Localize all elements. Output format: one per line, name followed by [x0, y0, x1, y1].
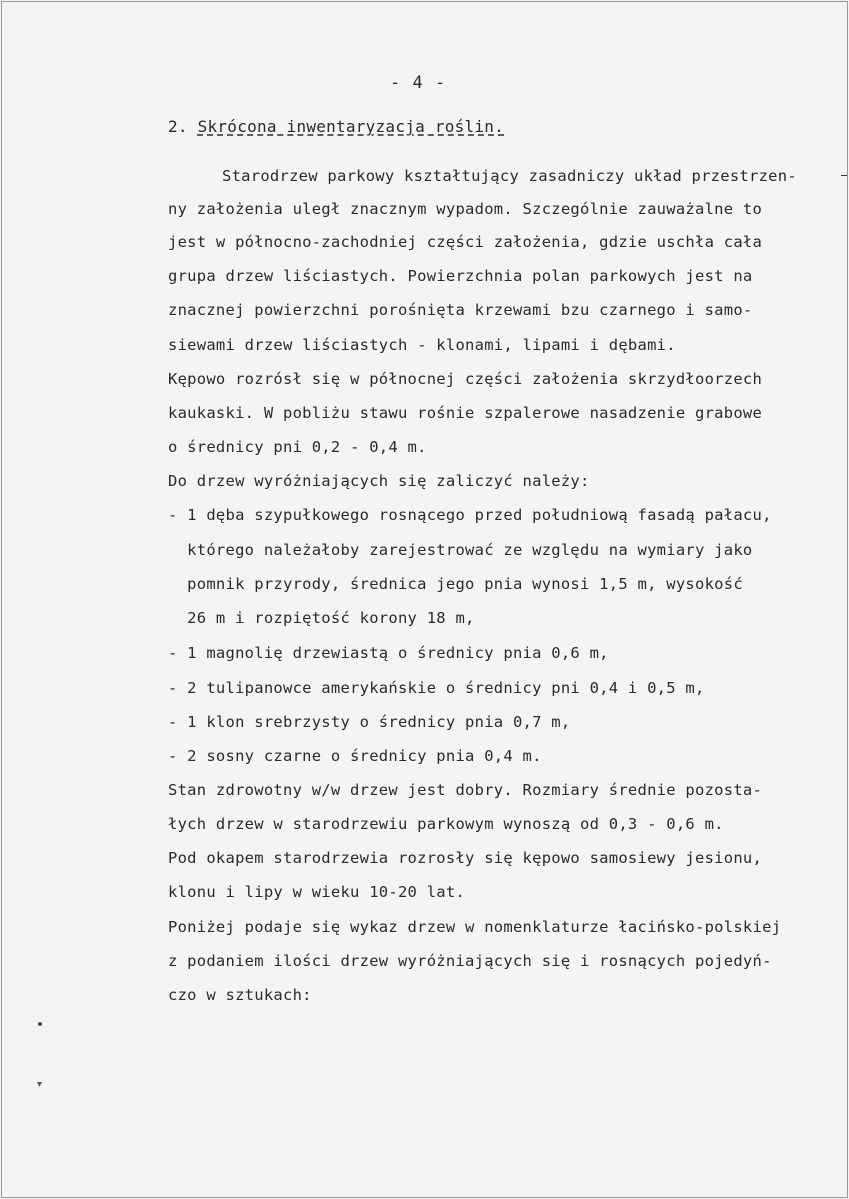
text-line: Pod okapem starodrzewia rozrosły się kępowo samosiewy jesionu,: [168, 849, 763, 867]
list-item-continuation: którego należałoby zarejestrować ze względu na wymiary jako: [168, 541, 753, 559]
section-title: Skrócona inwentaryzacja roślin.: [197, 117, 505, 136]
list-item: - 1 magnolię drzewiastą o średnicy pnia 0,6 m,: [168, 644, 609, 662]
text-line: jest w północno-zachodniej części założenia, gdzie uschła cała: [168, 233, 763, 251]
text-line: kaukaski. W pobliżu stawu rośnie szpalerowe nasadzenie grabowe: [168, 404, 763, 422]
text-line: Stan zdrowotny w/w drzew jest dobry. Rozmiary średnie pozosta-: [168, 781, 763, 799]
list-item-continuation: pomnik przyrody, średnica jego pnia wynosi 1,5 m, wysokość: [168, 575, 743, 593]
text-line: znacznej powierzchni porośnięta krzewami bzu czarnego i samo-: [168, 301, 753, 319]
margin-tick: [37, 1082, 42, 1087]
text-line: z podaniem ilości drzew wyróżniających się i rosnących pojedyń-: [168, 952, 772, 970]
text-line: ny założenia uległ znacznym wypadom. Szczególnie zauważalne to: [168, 200, 763, 218]
margin-dot: [38, 1022, 42, 1026]
text-line: Poniżej podaje się wykaz drzew w nomenklaturze łacińsko-polskiej: [168, 918, 782, 936]
text-line: siewami drzew liściastych - klonami, lipami i dębami.: [168, 336, 676, 354]
text-line: czo w sztukach:: [168, 986, 312, 1004]
section-heading: [168, 117, 504, 137]
section-number: 2.: [168, 117, 188, 136]
list-item: - 2 sosny czarne o średnicy pnia 0,4 m.: [168, 747, 542, 765]
text-line: Starodrzew parkowy kształtujący zasadniczy układ przestrzen-: [222, 167, 797, 185]
text-line: Do drzew wyróżniających się zaliczyć należy:: [168, 472, 590, 490]
text-line: klonu i lipy w wieku 10-20 lat.: [168, 883, 466, 901]
text-line: grupa drzew liściastych. Powierzchnia polan parkowych jest na: [168, 267, 753, 285]
text-line: łych drzew w starodrzewiu parkowym wynoszą od 0,3 - 0,6 m.: [168, 815, 724, 833]
page-number: - 4 -: [390, 73, 447, 93]
list-item: - 2 tulipanowce amerykańskie o średnicy pni 0,4 i 0,5 m,: [168, 679, 705, 697]
text-line: o średnicy pni 0,2 - 0,4 m.: [168, 438, 427, 456]
text-line: Kępowo rozrósł się w północnej części założenia skrzydłoorzech: [168, 370, 763, 388]
list-item: - 1 dęba szypułkowego rosnącego przed południową fasadą pałacu,: [168, 506, 772, 524]
list-item: - 1 klon srebrzysty o średnicy pnia 0,7 m,: [168, 713, 571, 731]
edge-mark: [841, 175, 847, 176]
list-item-continuation: 26 m i rozpiętość korony 18 m,: [168, 609, 475, 627]
